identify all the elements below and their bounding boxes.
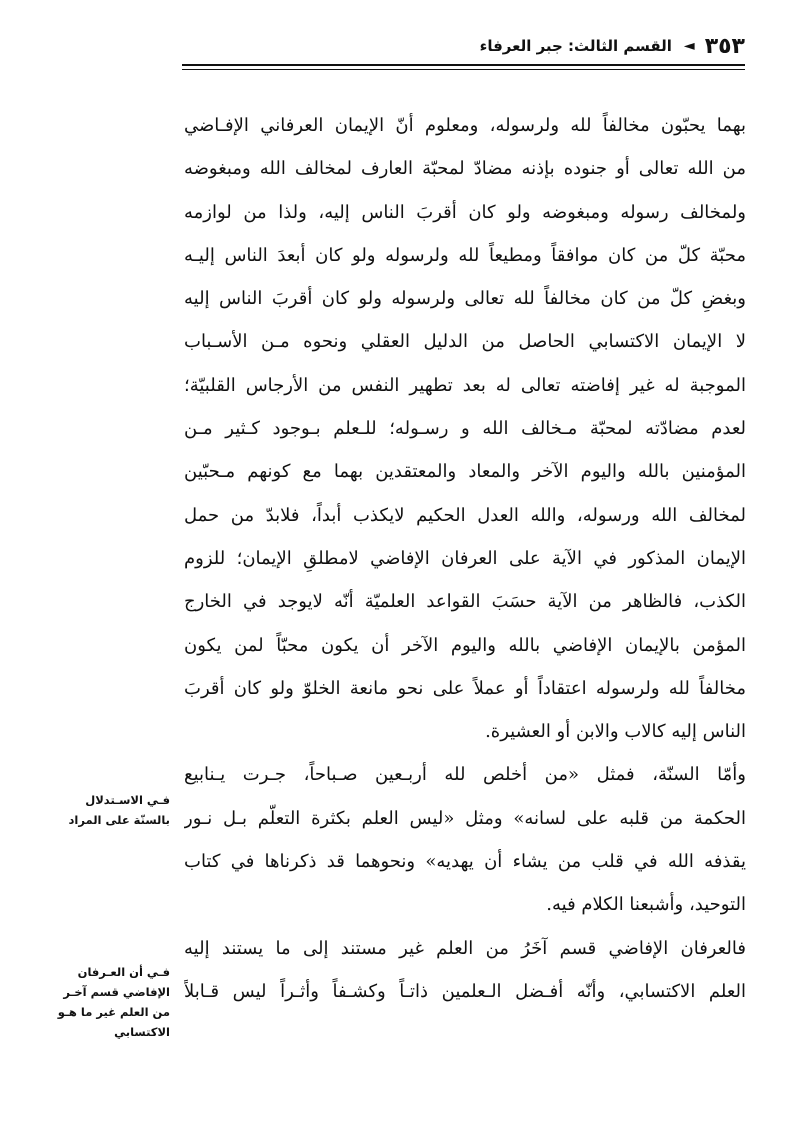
margin-note-line: بالسنّة على المراد [68, 813, 170, 827]
margin-note-line: الاكتسابي [114, 1025, 170, 1039]
text-line: الناس إليه كالاب والابن أو العشيرة. [485, 721, 746, 743]
text-line: العلم الاكتسابي، وأنّه أفـضل الـعلمين ذاتـاً وكشـفاً وأثـراً ليس قـابلاً [184, 980, 746, 1002]
text-line: وبغضِ كلّ من كان مخالفاً لله تعالى ولرسوله ولو كان أقربَ الناس إليه [184, 288, 746, 310]
text-line: يقذفه الله في قلب من يشاء أن يهديه» ونحوهما قد ذكرناها في كتاب [184, 851, 746, 873]
text-line: المؤمن بالإيمان الإفاضي بالله واليوم الآخر أن يكون محبّاً لمن يكون [184, 634, 746, 656]
text-line: الكذب، فالظاهر من الآية حسَبَ القواعد العلميّة أنّه لايوجد في الخارج [184, 591, 746, 613]
page-number: ٣٥٣ [704, 33, 745, 59]
margin-note-line: من العلم غير ما هـو [57, 1005, 170, 1019]
text-line: الإيمان المذكور في الآية على العرفان الإفاضي لامطلقِ الإيمان؛ للزوم [184, 547, 746, 569]
margin-note-line: فـي الاسـتدلال [85, 793, 170, 807]
text-line: فالعرفان الإفاضي قسم آخَرُ من العلم غير مستند إلى ما يستند إليه [184, 937, 746, 959]
running-header [190, 28, 745, 64]
header-rule-thick [182, 64, 745, 66]
text-line: لمخالف الله ورسوله، والله العدل الحكيم لايكذب أبداً، فلابدّ من حمل [184, 504, 746, 526]
margin-note-line: الإفاضي قسم آخـر [63, 985, 170, 999]
text-line: الموجبة له غير إفاضته تعالى له بعد تطهير النفس من الأرجاس القلبيّة؛ [184, 374, 746, 396]
margin-note-sunnah [40, 790, 170, 830]
text-line: من الله تعالى أو جنوده بإذنه مضادّ لمحبّة العارف لمخالف الله ومبغوضه [184, 158, 746, 180]
text-line: التوحيد، وأشبعنا الكلام فيه. [546, 894, 746, 916]
main-text [184, 104, 746, 1104]
header-rule-thin [182, 69, 745, 70]
margin-note-line: فـي أن العـرفان [77, 965, 170, 979]
text-line: بهما يحبّون مخالفاً لله ولرسوله، ومعلوم أنّ الإيمان العرفاني الإفـاضي [184, 115, 746, 136]
text-line: الحكمة من قلبه على لسانه» ومثل «ليس العلم بكثرة التعلّم بـل نـور [184, 807, 746, 829]
text-line: محبّة كلّ من كان موافقاً ومطيعاً لله ولرسوله ولو كان أبعدَ الناس إليـه [184, 244, 746, 266]
text-line: ولمخالف رسوله ومبغوضه ولو كان أقربَ الناس إليه، ولذا من لوازمه [184, 201, 746, 223]
text-line: لا الإيمان الاكتسابي الحاصل من الدليل العقلي ونحوه مـن الأسـباب [184, 331, 746, 353]
arrow-left-icon: ◄ [683, 38, 695, 54]
text-line: لعدم مضادّته لمحبّة مـخالف الله و رسـوله؛ للـعلم بـوجود كـثير مـن [184, 418, 746, 440]
text-line: مخالفاً لله ولرسوله اعتقاداً أو عملاً على نحو مانعة الخلوّ ولو كان أقربَ [184, 677, 746, 699]
margin-note-irfan [40, 962, 170, 1042]
text-line: المؤمنين بالله واليوم الآخر والمعاد والمعتقدين بهما مع كونهم مـحبّين [184, 461, 746, 483]
section-title: القسم الثالث: جبر العرفاء [479, 37, 672, 55]
text-line: وأمّا السنّة، فمثل «من أخلص لله أربـعين صـباحاً، جـرت يـنابيع [184, 764, 746, 786]
